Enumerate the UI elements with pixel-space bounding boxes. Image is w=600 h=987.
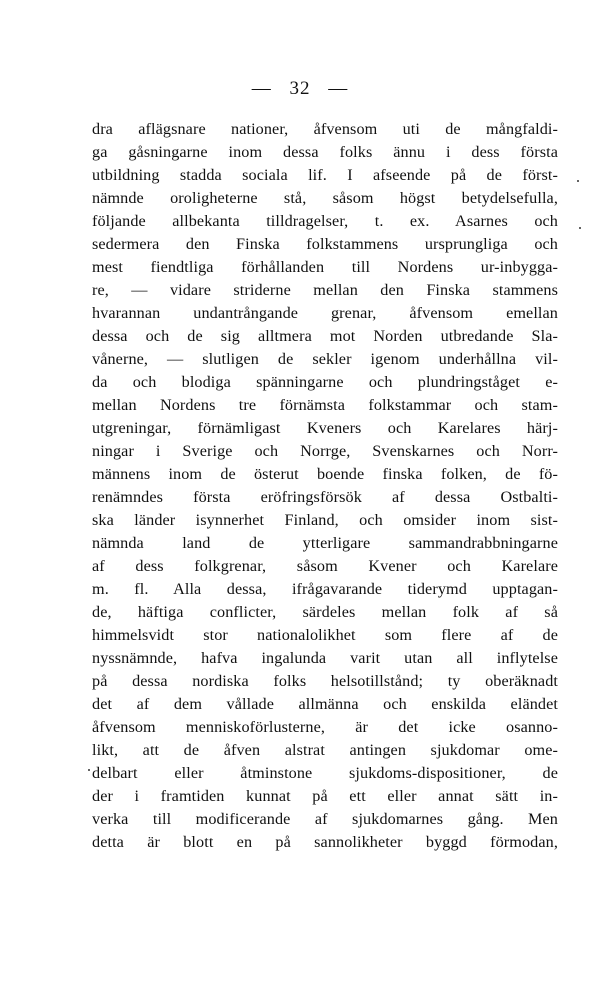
text-line: af dess folkgrenar, såsom Kvener och Karelare	[92, 557, 558, 575]
text-line: nämnda land de ytterligare sammandrabbningarne	[92, 534, 558, 552]
text-line: på dessa nordiska folks helsotillstånd; ty oberäknadt	[92, 672, 558, 690]
text-line: dessa och de sig alltmera mot Norden utbredande Sla-	[92, 327, 558, 345]
text-line: utgreningar, förnämligast Kveners och Karelares härj-	[92, 419, 558, 437]
text-line: de, häftiga conflicter, särdeles mellan folk af så	[92, 603, 558, 621]
text-line: ska länder isynnerhet Finland, och omsider inom sist-	[92, 511, 558, 529]
text-line: dra aflägsnare nationer, åfvensom uti de mångfaldi-	[92, 120, 558, 138]
scan-speck	[579, 227, 581, 229]
body-text	[92, 118, 558, 854]
text-line: mellan Nordens tre förnämsta folkstammar och stam-	[92, 396, 558, 414]
text-line: da och blodiga spänningarne och plundringståget e-	[92, 373, 558, 391]
text-line: hvarannan undantrångande grenar, åfvensom emellan	[92, 304, 558, 322]
page-number-dash-left: —	[251, 78, 272, 99]
text-line: himmelsvidt stor nationalolikhet som flere af de	[92, 626, 558, 644]
text-line: utbildning stadda sociala lif. I afseende på de först-	[92, 166, 558, 184]
text-line: nyssnämnde, hafva ingalunda varit utan all inflytelse	[92, 649, 558, 667]
text-line: det af dem vållade allmänna och enskilda eländet	[92, 695, 558, 713]
text-line: mest fiendtliga förhållanden till Nordens ur-inbygga-	[92, 258, 558, 276]
text-line: m. fl. Alla dessa, ifrågavarande tiderymd upptagan-	[92, 580, 558, 598]
text-line: renämndes första eröfringsförsök af dessa Ostbalti-	[92, 488, 558, 506]
text-line: vånerne, — slutligen de sekler igenom underhållna vil-	[92, 350, 558, 368]
text-line: likt, att de åfven alstrat antingen sjukdomar ome-	[92, 741, 558, 759]
text-line: ga gåsningarne inom dessa folks ännu i dess första	[92, 143, 558, 161]
text-line: sedermera den Finska folkstammens ursprungliga och	[92, 235, 558, 253]
page-number-header	[0, 78, 600, 100]
scan-speck	[88, 769, 90, 771]
text-line: detta är blott en på sannolikheter byggd förmodan,	[92, 833, 558, 851]
text-line: re, — vidare striderne mellan den Finska stammens	[92, 281, 558, 299]
page-number-dash-right: —	[328, 78, 349, 99]
text-line: ningar i Sverige och Norrge, Svenskarnes och Norr-	[92, 442, 558, 460]
text-line: åfvensom menniskoförlusterne, är det icke osanno-	[92, 718, 558, 736]
text-line: verka till modificerande af sjukdomarnes gång. Men	[92, 810, 558, 828]
text-line: männens inom de österut boende finska folken, de fö-	[92, 465, 558, 483]
text-line: nämnde oroligheterne stå, såsom högst betydelsefulla,	[92, 189, 558, 207]
scan-speck	[577, 180, 579, 182]
text-line: delbart eller åtminstone sjukdoms-dispositioner, de	[92, 764, 558, 782]
text-line: der i framtiden kunnat på ett eller annat sätt in-	[92, 787, 558, 805]
page-number: 32	[289, 78, 311, 99]
text-line: följande allbekanta tilldragelser, t. ex. Asarnes och	[92, 212, 558, 230]
